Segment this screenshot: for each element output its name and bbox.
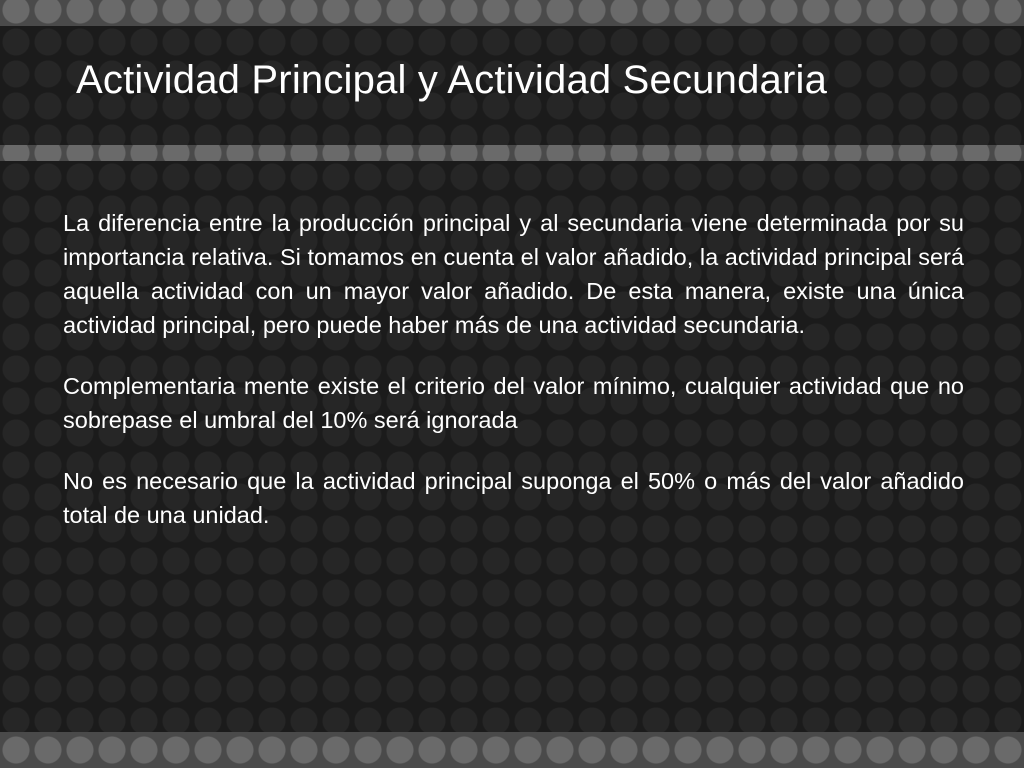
paragraph-3: No es necesario que la actividad principal suponga el 50% o más del valor añadido total de una unidad. [63, 468, 964, 528]
paragraph-1: La diferencia entre la producción principal y al secundaria viene determinada por su importancia relativa. Si tomamos en cuenta el valor añadido, la actividad principal será aquella actividad con un mayor valor añadido. De esta manera, existe una única actividad principal, pero puede haber más de una actividad secundaria. [63, 210, 964, 338]
slide-title: Actividad Principal y Actividad Secundaria [76, 58, 828, 102]
divider-decorative-strip [0, 145, 1024, 161]
bottom-decorative-strip [0, 732, 1024, 768]
top-decorative-strip [0, 0, 1024, 26]
paragraph-2: Complementaria mente existe el criterio del valor mínimo, cualquier actividad que no sobrepase el umbral del 10% será ignorada [63, 373, 964, 433]
slide-body [63, 206, 964, 532]
